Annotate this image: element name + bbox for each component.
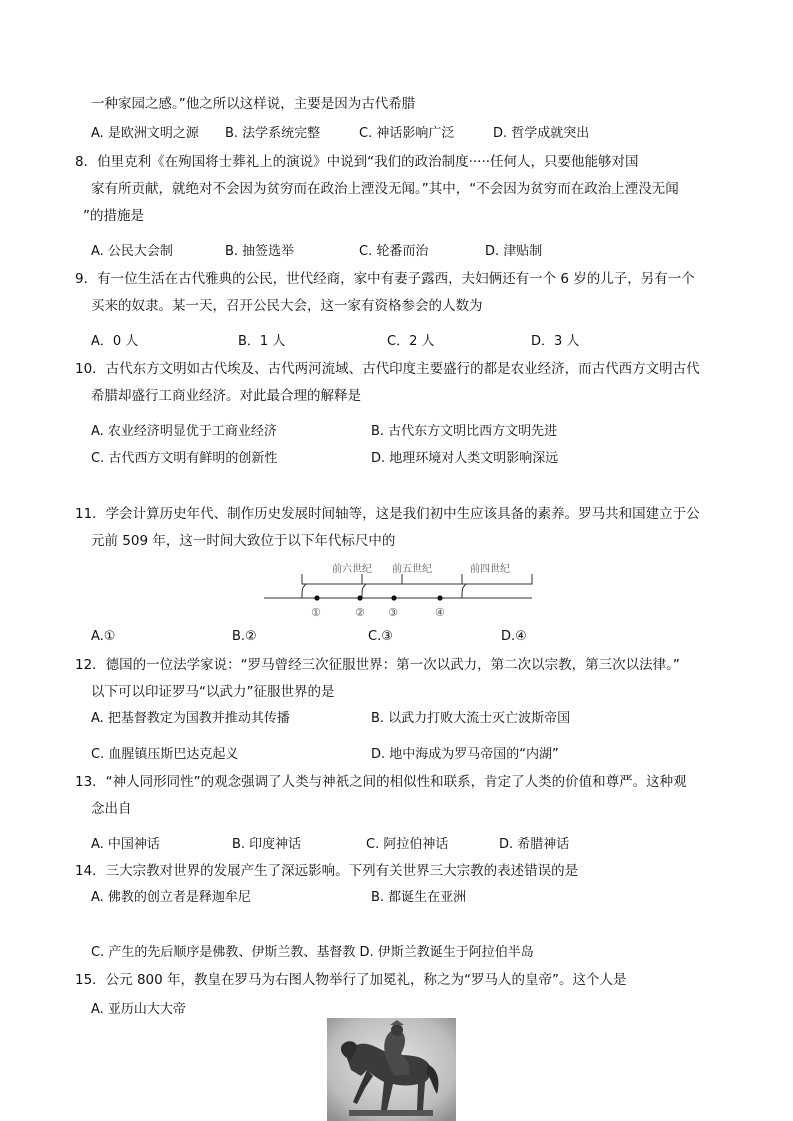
q10-option-c[interactable]: C. 古代西方文明有鲜明的创新性 — [91, 451, 278, 466]
q9-option-b[interactable]: B．1 人 — [238, 334, 286, 349]
q8-stem-line3: ”的措施是 — [83, 208, 144, 224]
timeline-ruler — [262, 558, 542, 622]
timeline-point-1 — [314, 595, 319, 600]
timeline-curve-mid1 — [362, 584, 366, 598]
q11-option-d[interactable]: D.④ — [501, 629, 527, 644]
q10-option-a[interactable]: A. 农业经济明显优于工商业经济 — [91, 424, 277, 439]
q12-stem-line1: 12．德国的一位法学家说：“罗马曾经三次征服世界：第一次以武力，第二次以宗教，第三次以法律。” — [75, 657, 680, 673]
q7-option-a[interactable]: A. 是欧洲文明之源 — [91, 126, 199, 141]
q14-stem-line1: 14．三大宗教对世界的发展产生了深远影响。下列有关世界三大宗教的表述错误的是 — [75, 863, 579, 879]
q8-option-d[interactable]: D. 津贴制 — [485, 244, 543, 259]
q14-option-a[interactable]: A. 佛教的创立者是释迦牟尼 — [91, 890, 251, 905]
timeline-point-3 — [391, 595, 396, 600]
timeline-marker-3: ③ — [388, 606, 398, 619]
q14-option-b[interactable]: B. 都诞生在亚洲 — [371, 890, 467, 905]
q9-option-c[interactable]: C．2 人 — [387, 334, 435, 349]
timeline-point-4 — [437, 595, 442, 600]
q11-stem-line1: 11．学会计算历史年代、制作历史发展时间轴等，这是我们初中生应该具备的素养。罗马共和国建立于公 — [75, 506, 700, 522]
timeline-marker-2: ② — [355, 606, 365, 619]
timeline-curve-left — [302, 584, 306, 598]
timeline-bracket-6th — [302, 574, 402, 584]
q7-stem-tail: 一种家园之感。”他之所以这样说，主要是因为古代希腊 — [91, 96, 416, 112]
timeline-bracket-4th — [462, 574, 532, 584]
timeline-label-4th: 前四世纪 — [470, 564, 510, 575]
timeline-curve-mid2 — [462, 584, 466, 598]
q8-option-a[interactable]: A. 公民大会制 — [91, 244, 173, 259]
timeline-marker-1: ① — [311, 606, 321, 619]
q13-option-d[interactable]: D. 希腊神话 — [499, 837, 570, 852]
q12-option-b[interactable]: B. 以武力打败大流士灭亡波斯帝国 — [371, 711, 571, 726]
q11-stem-line2: 元前 509 年，这一时间大致位于以下年代标尺中的 — [91, 533, 396, 549]
q9-option-a[interactable]: A．0 人 — [91, 334, 139, 349]
timeline-label-5th: 前五世纪 — [392, 564, 432, 575]
q15-stem-line1: 15．公元 800 年，教皇在罗马为右图人物举行了加冕礼，称之为“罗马人的皇帝”。这个人是 — [75, 972, 627, 988]
q12-option-d[interactable]: D. 地中海成为罗马帝国的“内湖” — [371, 747, 559, 762]
timeline-marker-4: ④ — [435, 606, 445, 619]
q9-option-d[interactable]: D．3 人 — [531, 334, 580, 349]
q8-stem-line1: 8．伯里克利《在殉国将士葬礼上的演说》中说到“我们的政治制度·····任何人，只要他能够对国 — [75, 154, 639, 170]
q7-option-d[interactable]: D. 哲学成就突出 — [493, 126, 590, 141]
q10-stem-line1: 10．古代东方文明如古代埃及、古代两河流域、古代印度主要盛行的都是农业经济，而古代西方文明古代 — [75, 361, 700, 377]
q13-option-c[interactable]: C. 阿拉伯神话 — [366, 837, 449, 852]
q14-option-c-d[interactable]: C. 产生的先后顺序是佛教、伊斯兰教、基督教 D. 伊斯兰教诞生于阿拉伯半岛 — [91, 945, 534, 960]
timeline-point-2 — [357, 595, 362, 600]
q7-option-c[interactable]: C. 神话影响广泛 — [359, 126, 455, 141]
timeline-bracket-5th — [362, 574, 462, 584]
q8-option-b[interactable]: B. 抽签选举 — [225, 244, 295, 259]
q7-option-b[interactable]: B. 法学系统完整 — [225, 126, 321, 141]
q11-option-a[interactable]: A.① — [91, 629, 116, 644]
q13-option-a[interactable]: A. 中国神话 — [91, 837, 160, 852]
q12-option-a[interactable]: A. 把基督教定为国教并推动其传播 — [91, 711, 290, 726]
q8-option-c[interactable]: C. 轮番而治 — [359, 244, 429, 259]
q12-option-c[interactable]: C. 血腥镇压斯巴达克起义 — [91, 747, 239, 762]
q11-option-c[interactable]: C.③ — [368, 629, 393, 644]
timeline-label-6th: 前六世纪 — [332, 564, 372, 575]
q12-stem-line2: 以下可以印证罗马“以武力”征服世界的是 — [91, 684, 335, 700]
q10-option-b[interactable]: B. 古代东方文明比西方文明先进 — [371, 424, 558, 439]
q13-stem-line2: 念出自 — [91, 801, 132, 817]
q9-stem-line1: 9．有一位生活在古代雅典的公民，世代经商，家中有妻子露西，夫妇俩还有一个 6 岁的儿子，另有一个 — [75, 271, 695, 287]
q13-option-b[interactable]: B. 印度神话 — [232, 837, 302, 852]
q11-option-b[interactable]: B.② — [232, 629, 257, 644]
equestrian-statue-image — [327, 1018, 456, 1121]
q13-stem-line1: 13．“神人同形同性”的观念强调了人类与神祇之间的相似性和联系，肯定了人类的价值和尊严。这种观 — [75, 774, 687, 790]
q15-option-a[interactable]: A. 亚历山大大帝 — [91, 1002, 186, 1017]
q10-stem-line2: 希腊却盛行工商业经济。对此最合理的解释是 — [91, 388, 361, 404]
q9-stem-line2: 买来的奴隶。某一天，召开公民大会，这一家有资格参会的人数为 — [91, 298, 483, 314]
q8-stem-line2: 家有所贡献，就绝对不会因为贫穷而在政治上湮没无闻。”其中，“不会因为贫穷而在政治上湮没无闻 — [91, 181, 679, 197]
q10-option-d[interactable]: D. 地理环境对人类文明影响深远 — [371, 451, 559, 466]
